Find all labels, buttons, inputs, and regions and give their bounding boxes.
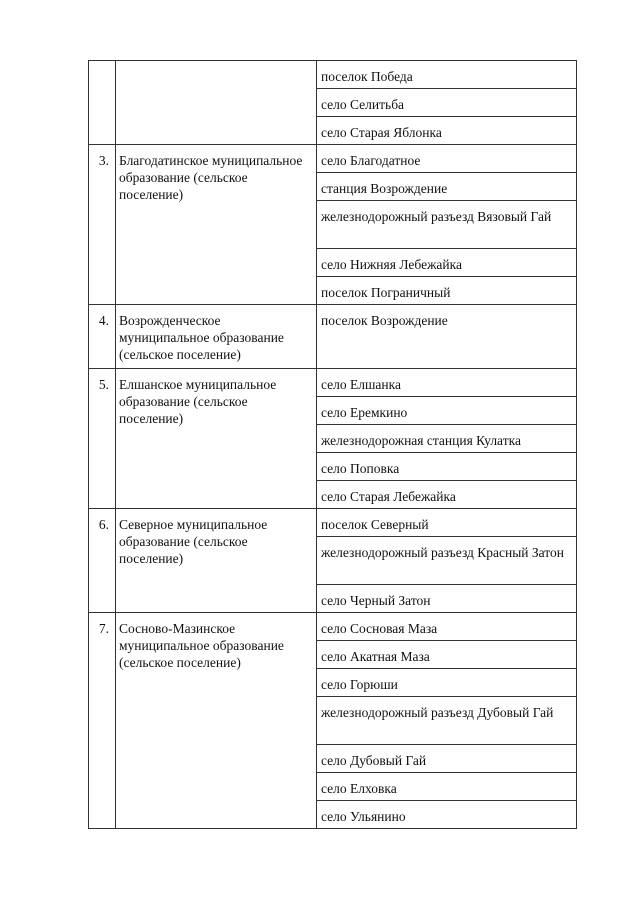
settlement-cell: станция Возрождение (317, 173, 577, 201)
settlement-text: железнодорожный разъезд Красный Затон (321, 545, 565, 560)
table-row (89, 61, 577, 89)
settlement-cell: село Елховка (317, 773, 577, 801)
municipality-name: Сосново-Мазинское муниципальное образование (сельское поселение) (116, 613, 317, 829)
settlement-text: железнодорожный разъезд Вязовый Гай (321, 209, 552, 224)
settlement-cell: село Поповка (317, 453, 577, 481)
table-row (89, 145, 577, 173)
settlements-table (88, 60, 577, 829)
settlement-cell: село Сосновая Маза (317, 613, 577, 641)
settlement-cell: село Селитьба (317, 89, 577, 117)
settlement-cell (317, 537, 577, 585)
settlement-cell: поселок Победа (317, 61, 577, 89)
settlement-cell: село Елшанка (317, 369, 577, 397)
row-number: 4. (89, 305, 116, 369)
municipality-name (116, 61, 317, 145)
municipality-name: Благодатинское муниципальное образование (сельское поселение) (116, 145, 317, 305)
settlement-cell: село Старая Яблонка (317, 117, 577, 145)
settlement-cell: село Ульянино (317, 801, 577, 829)
table-row (89, 613, 577, 641)
settlement-cell (317, 201, 577, 249)
row-number: 7. (89, 613, 116, 829)
row-number: 5. (89, 369, 116, 509)
settlement-cell: село Старая Лебежайка (317, 481, 577, 509)
settlement-cell: железнодорожная станция Кулатка (317, 425, 577, 453)
settlement-cell: село Акатная Маза (317, 641, 577, 669)
table-row (89, 509, 577, 537)
settlement-text: железнодорожный разъезд Дубовый Гай (321, 705, 554, 720)
settlement-cell (317, 697, 577, 745)
table-row (89, 305, 577, 369)
municipality-name: Северное муниципальное образование (сельское поселение) (116, 509, 317, 613)
settlement-cell: село Черный Затон (317, 585, 577, 613)
municipality-name: Возрожденческое муниципальное образование (сельское поселение) (116, 305, 317, 369)
settlement-cell: село Горюши (317, 669, 577, 697)
settlement-cell: село Дубовый Гай (317, 745, 577, 773)
settlement-cell: поселок Северный (317, 509, 577, 537)
table-row (89, 369, 577, 397)
settlement-cell: село Благодатное (317, 145, 577, 173)
settlement-cell: поселок Возрождение (317, 305, 577, 369)
settlement-cell: поселок Пограничный (317, 277, 577, 305)
row-number (89, 61, 116, 145)
row-number: 6. (89, 509, 116, 613)
municipality-name: Елшанское муниципальное образование (сельское поселение) (116, 369, 317, 509)
settlement-cell: село Нижняя Лебежайка (317, 249, 577, 277)
settlement-cell: село Еремкино (317, 397, 577, 425)
row-number: 3. (89, 145, 116, 305)
